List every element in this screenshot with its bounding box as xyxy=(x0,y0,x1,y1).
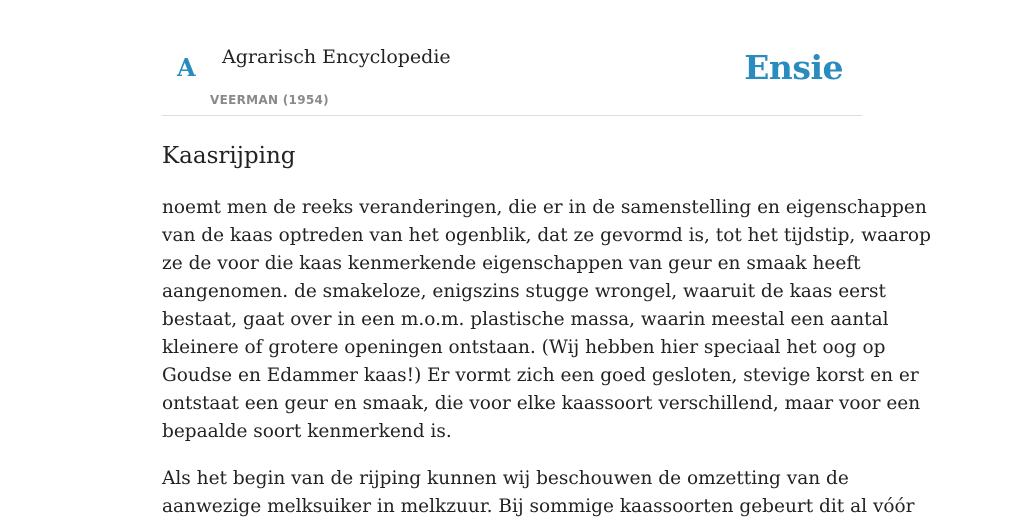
paragraph-line: bepaalde soort kenmerkend is. xyxy=(162,421,452,442)
publication-author: VEERMAN (1954) xyxy=(210,93,329,107)
paragraph-line: ze de voor die kaas kenmerkende eigenschappen van geur en smaak heeft xyxy=(162,253,861,274)
ensie-logo[interactable]: Ensie xyxy=(744,48,843,87)
paragraph-line: kleinere of grotere openingen ontstaan. (Wij hebben hier speciaal het oog op xyxy=(162,337,886,358)
publication-title[interactable]: Agrarisch Encyclopedie xyxy=(222,46,451,68)
index-letter[interactable]: A xyxy=(177,53,196,82)
paragraph-line: Als het begin van de rijping kunnen wij beschouwen de omzetting van de xyxy=(162,468,849,489)
paragraph-line: Goudse en Edammer kaas!) Er vormt zich een goed gesloten, stevige korst en er xyxy=(162,365,919,386)
paragraph-line: noemt men de reeks veranderingen, die er in de samenstelling en eigenschappen xyxy=(162,197,927,218)
entry-paragraph xyxy=(162,194,931,446)
publication-header xyxy=(162,0,862,116)
paragraph-line: aanwezige melksuiker in melkzuur. Bij sommige kaassoorten gebeurt dit al vóór xyxy=(162,496,915,517)
entry-title: Kaasrijping xyxy=(162,143,296,169)
paragraph-line: ontstaat een geur en smaak, die voor elke kaassoort verschillend, maar voor een xyxy=(162,393,921,414)
paragraph-line: bestaat, gaat over in een m.o.m. plastische massa, waarin meestal een aantal xyxy=(162,309,889,330)
paragraph-line: aangenomen. de smakeloze, enigszins stugge wrongel, waaruit de kaas eerst xyxy=(162,281,886,302)
paragraph-line: van de kaas optreden van het ogenblik, dat ze gevormd is, tot het tijdstip, waarop xyxy=(162,225,931,246)
entry-paragraph xyxy=(162,465,915,521)
article-container xyxy=(162,0,931,521)
